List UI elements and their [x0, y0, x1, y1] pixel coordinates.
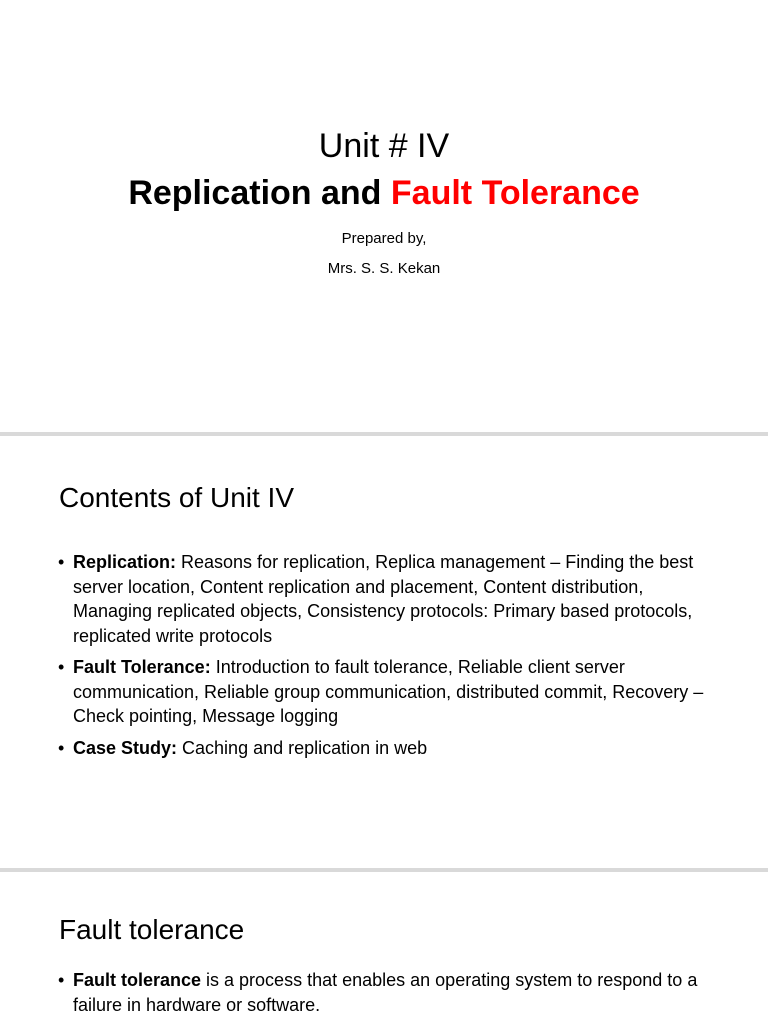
slide-heading: Contents of Unit IV	[59, 482, 295, 513]
bullet-term: Case Study:	[73, 737, 178, 758]
bullet-term: Fault Tolerance:	[73, 657, 211, 677]
bullet-text: is a process that enables an operating system to respond to a failure in hardware or software.	[73, 970, 698, 1015]
bullet-icon: •	[58, 657, 65, 677]
slide-heading: Fault tolerance	[59, 914, 245, 945]
bullet-text: Reasons for replication, Replica management – Finding the best server location, Content replication and placement, Content distribution, Managing replicated objects, Consistency protocols: Primary based protocols, replicated write protocols	[73, 552, 694, 646]
bullet-text: Caching and replication in web	[177, 737, 428, 758]
bullet-icon: •	[58, 737, 65, 758]
bullet-icon: •	[58, 552, 65, 572]
bullet-item-definition	[58, 968, 718, 1017]
bullet-item-fault-tolerance	[58, 655, 718, 729]
bullet-icon: •	[58, 970, 65, 990]
slide-subtitle	[0, 170, 768, 216]
title-slide	[0, 0, 768, 432]
bullet-item-replication	[58, 550, 718, 648]
author-name: Mrs. S. S. Kekan	[327, 260, 441, 277]
bullet-list	[58, 968, 718, 1024]
bullet-item-case-study	[58, 736, 718, 761]
contents-slide	[0, 436, 768, 868]
bullet-list	[58, 550, 718, 767]
fault-tolerance-slide	[0, 872, 768, 1024]
subtitle-highlight: Fault Tolerance	[390, 174, 640, 212]
bullet-text: Introduction to fault tolerance, Reliable client server communication, Reliable group communication, distributed commit, Recovery – Check pointing, Message logging	[73, 657, 704, 726]
subtitle-text: Replication and	[128, 174, 391, 212]
prepared-by-label: Prepared by,	[341, 230, 427, 247]
slide-title: Unit # IV	[318, 127, 450, 165]
bullet-term: Fault tolerance	[73, 970, 202, 990]
bullet-term: Replication:	[73, 552, 177, 572]
